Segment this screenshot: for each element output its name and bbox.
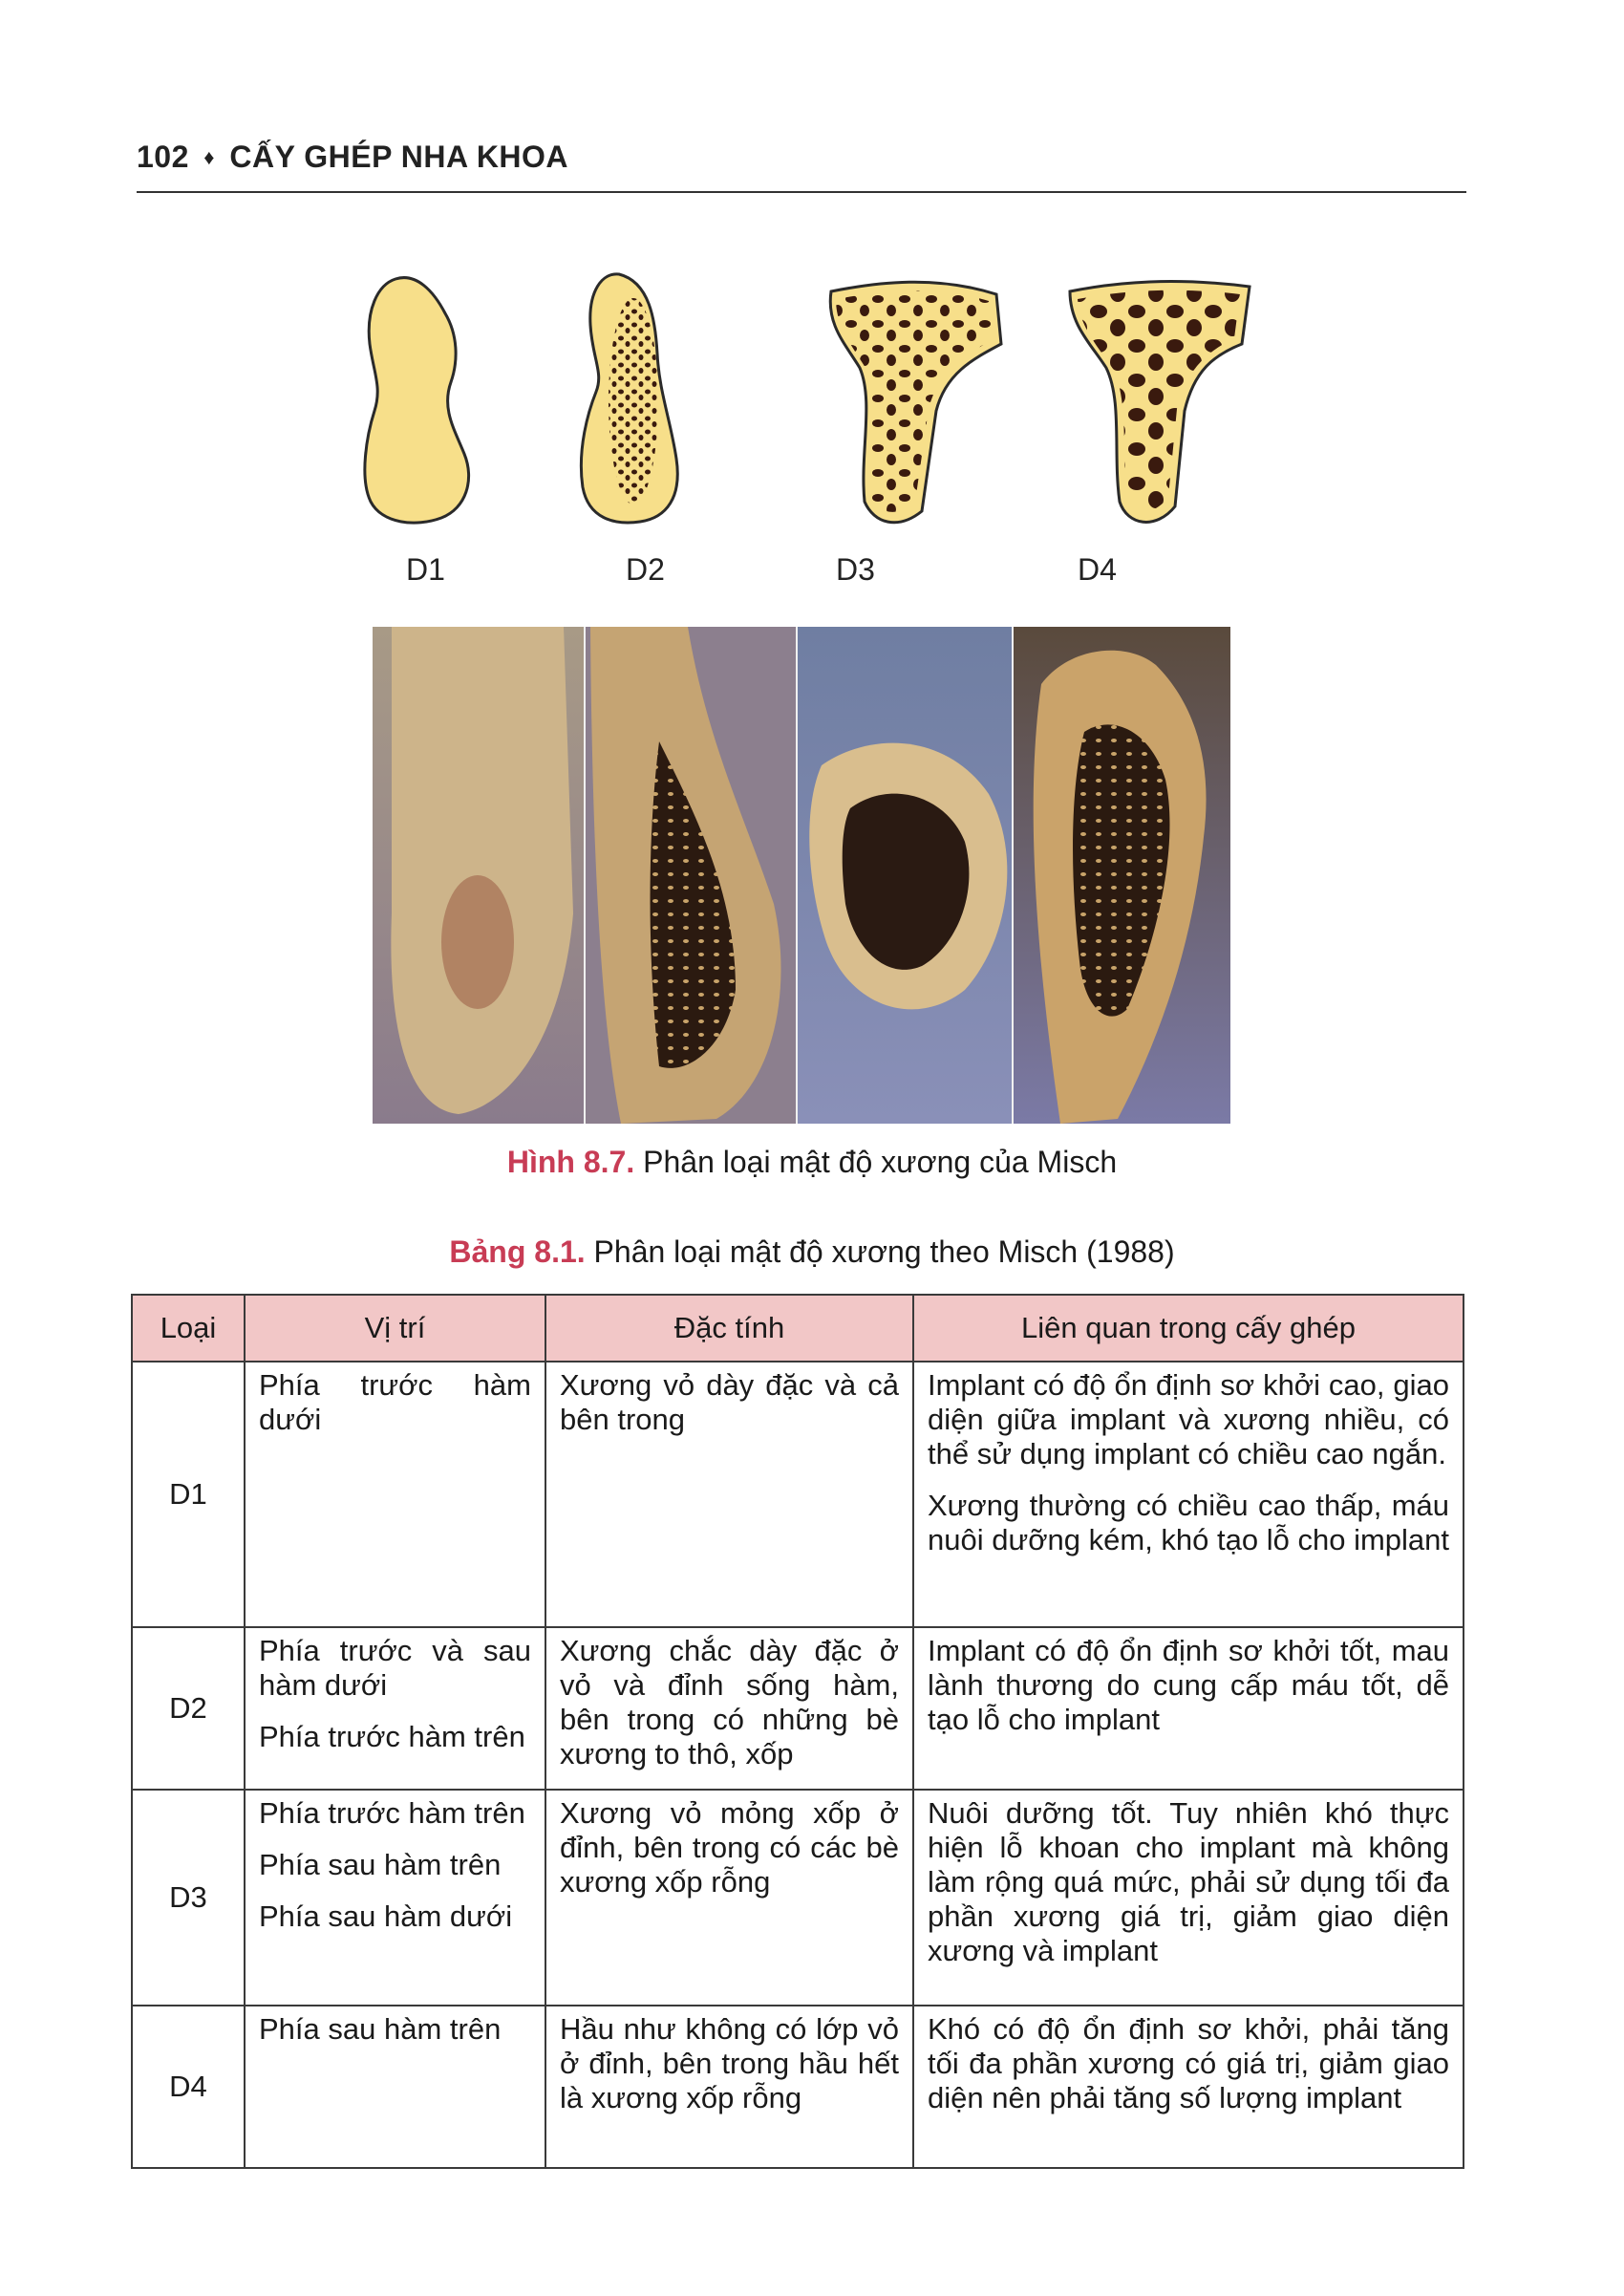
location-line: Phía sau hàm dưới: [259, 1899, 513, 1933]
diamond-icon: ♦: [203, 145, 216, 169]
header-location: Vị trí: [245, 1295, 545, 1362]
table-row: [132, 2006, 1464, 2168]
table-caption-text: Phân loại mật độ xương theo Misch (1988): [593, 1234, 1175, 1269]
header-type: Loại: [132, 1295, 245, 1362]
relevance-para: Implant có độ ổn định sơ khởi cao, giao diện giữa implant và xương nhiều, có thể sử dụng implant có chiều cao ngắn.: [928, 1368, 1449, 1470]
relevance-para: Implant có độ ổn định sơ khởi tốt, mau lành thương do cung cấp máu tốt, dễ tạo lỗ cho implant: [928, 1634, 1449, 1736]
cell-type: D1: [132, 1362, 245, 1627]
misch-density-table: [131, 1294, 1464, 2169]
location-line: Phía sau hàm trên: [259, 2012, 502, 2046]
figure-caption-text: Phân loại mật độ xương của Misch: [643, 1145, 1118, 1179]
location-line: Phía trước và sau hàm dưới: [259, 1634, 531, 1702]
bone-label-d2: D2: [626, 552, 665, 587]
location-line: Phía trước hàm trên: [259, 1796, 525, 1830]
cell-property: Xương vỏ mỏng xốp ở đỉnh, bên trong có các bè xương xốp rỗng: [545, 1790, 913, 2006]
relevance-para: Xương thường có chiều cao thấp, máu nuôi dưỡng kém, khó tạo lỗ cho implant: [928, 1489, 1449, 1556]
cell-property: Xương chắc dày đặc ở vỏ và đỉnh sống hàm, bên trong có những bè xương to thô, xốp: [545, 1627, 913, 1790]
table-row: [132, 1362, 1464, 1627]
bone-section-d1: [365, 278, 469, 524]
figure-caption: [0, 1145, 1624, 1180]
bone-density-diagram: [363, 268, 1280, 592]
cell-property: Xương vỏ dày đặc và cả bên trong: [545, 1362, 913, 1627]
header-property: Đặc tính: [545, 1295, 913, 1362]
figure-caption-tag: Hình 8.7.: [506, 1145, 635, 1179]
location-line: Phía sau hàm trên: [259, 1848, 502, 1881]
cell-location: [245, 1362, 545, 1627]
cell-relevance: [913, 1362, 1464, 1627]
cell-type: D2: [132, 1627, 245, 1790]
cell-relevance: [913, 2006, 1464, 2168]
cell-property: Hầu như không có lớp vỏ ở đỉnh, bên trong hầu hết là xương xốp rỗng: [545, 2006, 913, 2168]
location-line: Phía trước hàm trên: [259, 1720, 525, 1753]
cell-location: [245, 2006, 545, 2168]
table-caption-tag: Bảng 8.1.: [449, 1234, 586, 1269]
running-title: CẤY GHÉP NHA KHOA: [229, 139, 569, 174]
relevance-para: Khó có độ ổn định sơ khởi, phải tăng tối đa phần xương có giá trị, giảm giao diện nên phải tăng số lượng implant: [928, 2012, 1449, 2114]
relevance-para: Nuôi dưỡng tốt. Tuy nhiên khó thực hiện lỗ khoan cho implant mà không làm rộng quá mức, phải sử dụng tối đa phần xương giá trị, giảm giao diện xương và implant: [928, 1796, 1449, 1967]
bone-specimen-photo: [373, 627, 1230, 1124]
cell-relevance: [913, 1790, 1464, 2006]
page-number: 102: [137, 139, 189, 174]
table-header-row: [132, 1295, 1464, 1362]
cell-location: [245, 1627, 545, 1790]
header-relevance: Liên quan trong cấy ghép: [913, 1295, 1464, 1362]
table-row: [132, 1627, 1464, 1790]
table-row: [132, 1790, 1464, 2006]
bone-label-d1: D1: [406, 552, 445, 587]
header-rule: [137, 191, 1466, 193]
cell-type: D3: [132, 1790, 245, 2006]
cell-relevance: [913, 1627, 1464, 1790]
table-caption: [0, 1234, 1624, 1270]
bone-label-d3: D3: [836, 552, 875, 587]
cell-type: D4: [132, 2006, 245, 2168]
running-head: [137, 139, 568, 175]
location-line: Phía trước hàm dưới: [259, 1368, 531, 1436]
cell-location: [245, 1790, 545, 2006]
bone-label-d4: D4: [1078, 552, 1117, 587]
